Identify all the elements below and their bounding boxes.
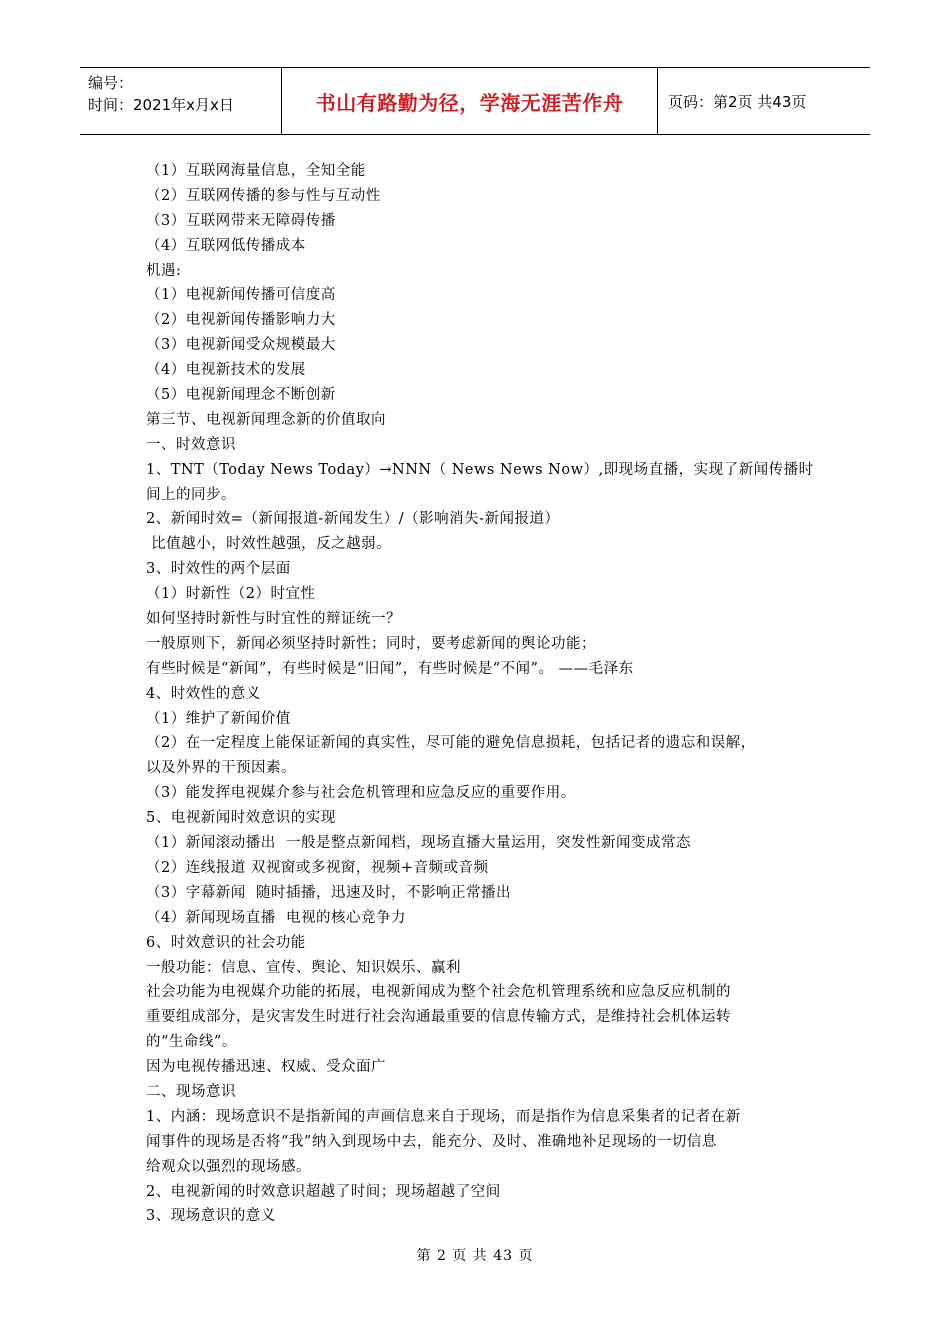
body-line: 3、时效性的两个层面	[146, 561, 291, 578]
body-line: （2）在一定程度上能保证新闻的真实性，尽可能的避免信息损耗，包括记者的遗忘和误解，	[146, 735, 756, 752]
body-line: 比值越小，时效性越强，反之越弱。	[146, 536, 392, 553]
body-line: （2）电视新闻传播影响力大	[146, 312, 336, 329]
document-number: 编号：	[88, 74, 134, 92]
body-line: 4、时效性的意义	[146, 685, 261, 702]
body-line: （3）字幕新闻 随时插播，迅速及时，不影响正常播出	[146, 884, 511, 901]
document-date: 时间：2021年x月x日	[88, 96, 234, 114]
body-line: 2、电视新闻的时效意识超越了时间；现场超越了空间	[146, 1183, 501, 1200]
header-motto: 书山有路勤为径，学海无涯苦作舟	[282, 68, 658, 134]
body-line: （2）连线报道 双视窗或多视窗，视频+音频或音频	[146, 859, 489, 876]
body-line: 的“生命线”。	[146, 1034, 237, 1051]
subsection-heading: 二、现场意识	[146, 1083, 236, 1100]
document-body	[146, 159, 818, 1229]
body-line: 1、TNT（Today News Today）→NNN（ News News Now）,即现场直播，实现了新闻传播时	[146, 461, 814, 478]
body-line: （1）新闻滚动播出 一般是整点新闻档，现场直播大量运用，突发性新闻变成常态	[146, 835, 691, 852]
body-line: 机遇:	[146, 262, 182, 279]
body-line: （3）电视新闻受众规模最大	[146, 337, 336, 354]
body-line: 一般原则下，新闻必须坚持时新性；同时，要考虑新闻的舆论功能；	[146, 635, 596, 652]
body-line: （4）互联网低传播成本	[146, 237, 306, 254]
body-line: （3）互联网带来无障碍传播	[146, 212, 336, 229]
body-line: （5）电视新闻理念不断创新	[146, 387, 336, 404]
subsection-heading: 一、时效意识	[146, 436, 236, 453]
body-line: 重要组成部分，是灾害发生时进行社会沟通最重要的信息传输方式，是维持社会机体运转	[146, 1009, 731, 1026]
body-line: 如何坚持时新性与时宜性的辩证统一？	[146, 611, 401, 628]
body-line: （1）维护了新闻价值	[146, 710, 291, 727]
body-line: 一般功能：信息、宣传、舆论、知识娱乐、赢利	[146, 959, 461, 976]
body-line: （1）互联网海量信息，全知全能	[146, 163, 366, 179]
body-line: 3、现场意识的意义	[146, 1208, 276, 1225]
body-line: 闻事件的现场是否将“我”纳入到现场中去，能充分、及时、准确地补足现场的一切信息	[146, 1133, 717, 1150]
header-meta	[80, 68, 282, 134]
page-header	[80, 67, 870, 135]
body-line: （4）电视新技术的发展	[146, 362, 306, 379]
body-line: （1）电视新闻传播可信度高	[146, 287, 336, 304]
body-line: 社会功能为电视媒介功能的拓展，电视新闻成为整个社会危机管理系统和应急反应机制的	[146, 984, 731, 1001]
body-line: （3）能发挥电视媒介参与社会危机管理和应急反应的重要作用。	[146, 785, 576, 802]
page-footer: 第 2 页 共 43 页	[416, 1248, 534, 1264]
body-line: （4）新闻现场直播 电视的核心竞争力	[146, 909, 406, 926]
body-line: 2、新闻时效=（新闻报道-新闻发生）/（影响消失-新闻报道）	[146, 511, 560, 528]
body-line: （2）互联网传播的参与性与互动性	[146, 187, 381, 204]
body-line: （1）时新性（2）时宜性	[146, 586, 316, 603]
body-line: 1、内涵：现场意识不是指新闻的声画信息来自于现场，而是指作为信息采集者的记者在新	[146, 1108, 741, 1125]
body-line: 6、时效意识的社会功能	[146, 934, 306, 951]
section-heading: 第三节、电视新闻理念新的价值取向	[146, 411, 386, 428]
body-line: 间上的同步。	[146, 486, 236, 503]
quote-line: 有些时候是“新闻”，有些时候是“旧闻”，有些时候是“不闻”。 ——毛泽东	[146, 660, 634, 677]
body-line: 因为电视传播迅速、权威、受众面广	[146, 1059, 386, 1076]
body-line: 给观众以强烈的现场感。	[146, 1158, 311, 1175]
body-line: 以及外界的干预因素。	[146, 760, 296, 777]
header-page-info: 页码：第2页 共43页	[668, 92, 807, 111]
body-line: 5、电视新闻时效意识的实现	[146, 810, 336, 827]
